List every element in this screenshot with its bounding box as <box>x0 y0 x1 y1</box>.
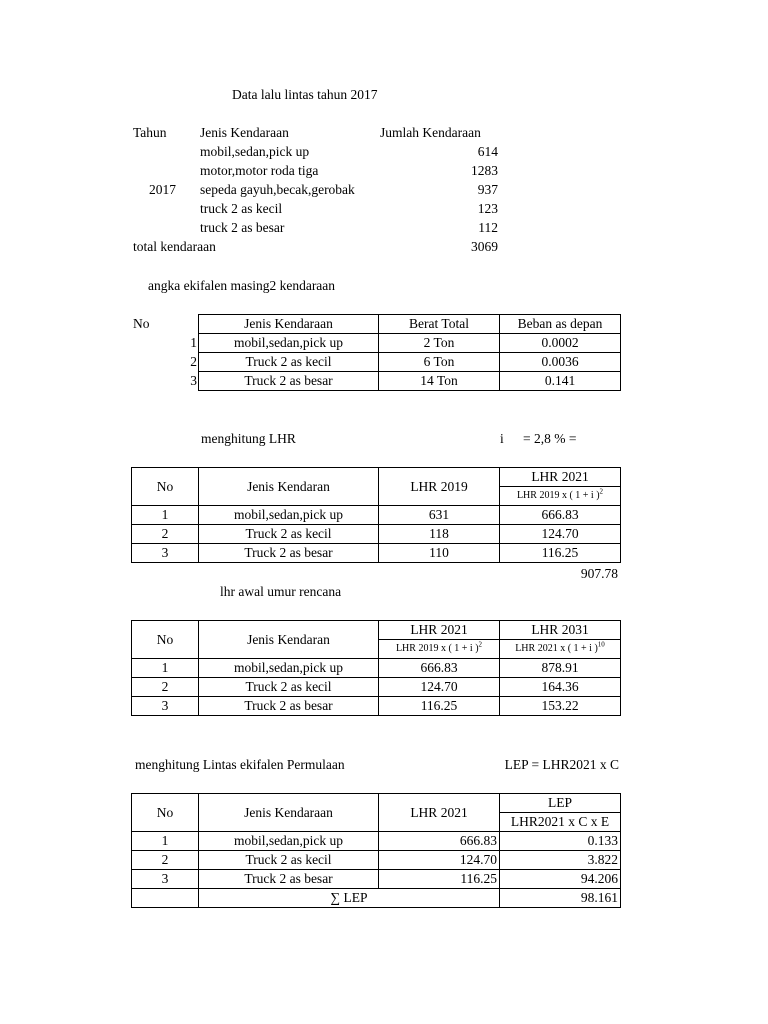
table-lhr-awal <box>131 620 621 716</box>
table-row <box>132 870 621 889</box>
cell-lhr2021: 124.70 <box>379 851 500 870</box>
header-cell: Berat Total <box>379 315 500 334</box>
cell-lhr2021: 116.25 <box>379 697 500 716</box>
table-row <box>132 678 621 697</box>
cell-no: 2 <box>132 678 199 697</box>
list-item-jenis: motor,motor roda tiga <box>200 163 319 178</box>
header-cell: No <box>132 468 199 506</box>
header-cell: LEP <box>500 794 621 813</box>
cell-lhr2021: 666.83 <box>379 659 500 678</box>
cell-berat: 6 Ton <box>379 353 500 372</box>
cell-lep: 0.133 <box>500 832 621 851</box>
cell-no: 1 <box>132 659 199 678</box>
year-value: 2017 <box>149 182 176 197</box>
cell-no: 2 <box>132 525 199 544</box>
cell-beban: 0.0002 <box>500 334 621 353</box>
formula-text: LHR 2019 x ( 1 + i ) <box>395 643 479 654</box>
section2-title: angka ekifalen masing2 kendaraan <box>148 278 336 293</box>
formula-exponent: 2 <box>599 487 604 496</box>
row-number: 1 <box>190 335 197 350</box>
formula-exponent: 10 <box>597 640 605 649</box>
list-item-jenis: truck 2 as kecil <box>200 201 283 216</box>
row-number: 3 <box>190 373 197 388</box>
list-item-jenis: mobil,sedan,pick up <box>200 144 310 159</box>
cell-lhr2019: 631 <box>379 506 500 525</box>
section5-title: menghitung Lintas ekifalen Permulaan <box>135 757 345 772</box>
list-item-jumlah: 614 <box>477 144 498 159</box>
formula-cell: LHR2021 x C x E <box>500 813 621 832</box>
formula-text: LHR 2019 x ( 1 + i ) <box>516 490 600 501</box>
list-item-jenis: sepeda gayuh,becak,gerobak <box>200 182 355 197</box>
no-label: No <box>133 316 150 331</box>
cell-no: 1 <box>132 832 199 851</box>
list-item-jumlah: 123 <box>477 201 498 216</box>
header-cell: LHR 2019 <box>379 468 500 506</box>
cell-no: 1 <box>132 506 199 525</box>
lhr-sum: 907.78 <box>580 566 618 581</box>
total-label: total kendaraan <box>133 239 216 254</box>
header-cell: LHR 2021 <box>500 468 621 487</box>
table-lhr <box>131 467 621 563</box>
list-item-jumlah: 1283 <box>471 163 498 178</box>
i-value: = 2,8 % = <box>523 431 577 446</box>
header-cell: Beban as depan <box>500 315 621 334</box>
formula-text: LHR 2021 x ( 1 + i ) <box>515 643 598 654</box>
formula-exponent: 2 <box>478 640 483 649</box>
cell-jenis: mobil,sedan,pick up <box>199 659 379 678</box>
cell-beban: 0.0036 <box>500 353 621 372</box>
sum-label: ∑ LEP <box>199 889 500 908</box>
cell-lhr2019: 110 <box>379 544 500 563</box>
cell-lhr2019: 118 <box>379 525 500 544</box>
table-lep <box>131 793 621 908</box>
table-row <box>132 832 621 851</box>
header-tahun: Tahun <box>133 125 167 140</box>
header-cell: No <box>132 621 199 659</box>
header-cell: Jenis Kendaran <box>199 468 379 506</box>
cell-lhr2021: 124.70 <box>379 678 500 697</box>
cell-lhr2021: 116.25 <box>379 870 500 889</box>
cell-jenis: mobil,sedan,pick up <box>199 832 379 851</box>
empty-cell <box>132 889 199 908</box>
section3-title: menghitung LHR <box>201 431 296 446</box>
cell-lhr2031: 153.22 <box>500 697 621 716</box>
cell-no: 2 <box>132 851 199 870</box>
cell-no: 3 <box>132 544 199 563</box>
cell-no: 3 <box>132 870 199 889</box>
header-cell: No <box>132 794 199 832</box>
i-label: i <box>500 431 504 446</box>
cell-lep: 3.822 <box>500 851 621 870</box>
cell-jenis: mobil,sedan,pick up <box>199 506 379 525</box>
header-cell: LHR 2021 <box>379 621 500 640</box>
row-number: 2 <box>190 354 197 369</box>
cell-jenis: mobil,sedan,pick up <box>199 334 379 353</box>
cell-jenis: Truck 2 as besar <box>199 697 379 716</box>
table-row <box>132 697 621 716</box>
header-cell: LHR 2021 <box>379 794 500 832</box>
cell-berat: 2 Ton <box>379 334 500 353</box>
formula-cell <box>379 640 500 659</box>
table-header-row <box>132 621 621 640</box>
table-angka-ekivalen <box>198 314 621 391</box>
cell-lhr2021: 116.25 <box>500 544 621 563</box>
table-row <box>199 353 621 372</box>
list-item-jumlah: 112 <box>478 220 498 235</box>
table-header-row <box>132 468 621 487</box>
table-row <box>132 506 621 525</box>
cell-lhr2021: 124.70 <box>500 525 621 544</box>
header-cell: LHR 2031 <box>500 621 621 640</box>
formula-cell <box>500 487 621 506</box>
table-row <box>199 372 621 391</box>
lep-formula: LEP = LHR2021 x C <box>504 757 619 772</box>
table-sum-row <box>132 889 621 908</box>
header-jenis-kendaraan: Jenis Kendaraan <box>200 125 289 140</box>
cell-jenis: Truck 2 as kecil <box>199 678 379 697</box>
header-jumlah-kendaraan: Jumlah Kendaraan <box>380 125 481 140</box>
cell-jenis: Truck 2 as besar <box>199 544 379 563</box>
cell-lhr2021: 666.83 <box>379 832 500 851</box>
table-row <box>132 544 621 563</box>
header-cell: Jenis Kendaran <box>199 621 379 659</box>
list-item-jumlah: 937 <box>477 182 498 197</box>
cell-beban: 0.141 <box>500 372 621 391</box>
table-row <box>132 851 621 870</box>
cell-berat: 14 Ton <box>379 372 500 391</box>
cell-jenis: Truck 2 as kecil <box>199 525 379 544</box>
section4-title: lhr awal umur rencana <box>220 584 342 599</box>
formula-cell <box>500 640 621 659</box>
cell-no: 3 <box>132 697 199 716</box>
total-value: 3069 <box>471 239 498 254</box>
table-row <box>132 525 621 544</box>
cell-lhr2031: 164.36 <box>500 678 621 697</box>
cell-jenis: Truck 2 as kecil <box>199 353 379 372</box>
table-row <box>199 334 621 353</box>
section1-title: Data lalu lintas tahun 2017 <box>232 87 378 102</box>
cell-lep: 94.206 <box>500 870 621 889</box>
sum-value: 98.161 <box>500 889 621 908</box>
table-row <box>132 659 621 678</box>
list-item-jenis: truck 2 as besar <box>200 220 285 235</box>
table-header-row <box>199 315 621 334</box>
cell-lhr2021: 666.83 <box>500 506 621 525</box>
cell-lhr2031: 878.91 <box>500 659 621 678</box>
header-cell: Jenis Kendaraan <box>199 315 379 334</box>
table-header-row <box>132 794 621 813</box>
cell-jenis: Truck 2 as kecil <box>199 851 379 870</box>
cell-jenis: Truck 2 as besar <box>199 870 379 889</box>
header-cell: Jenis Kendaraan <box>199 794 379 832</box>
cell-jenis: Truck 2 as besar <box>199 372 379 391</box>
